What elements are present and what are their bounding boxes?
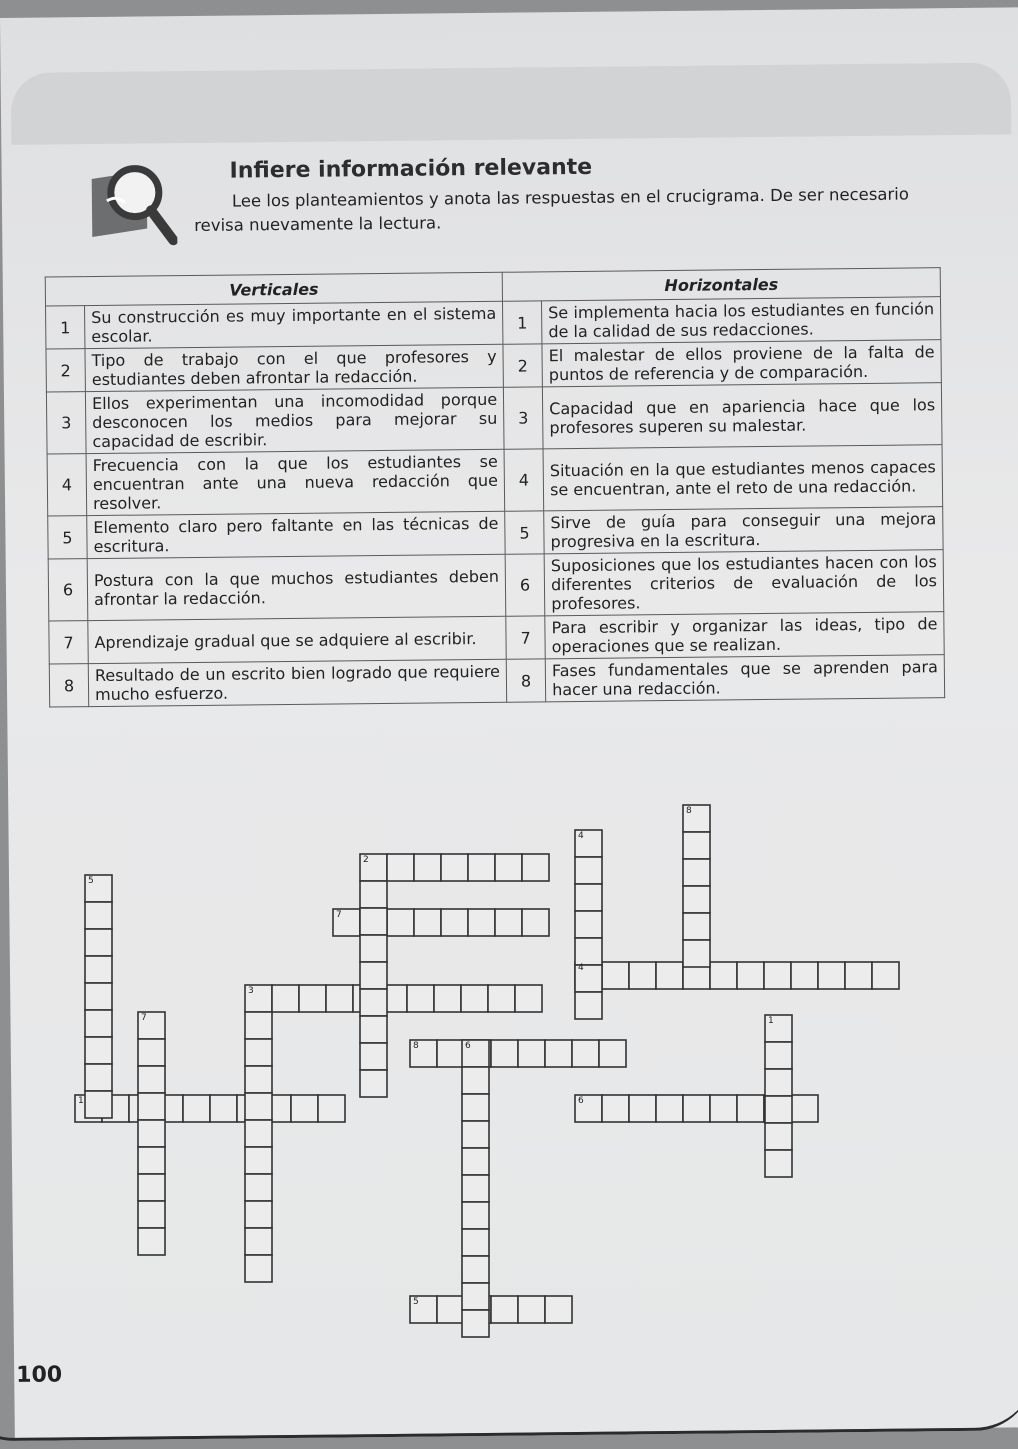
crossword-cell[interactable] [462,1067,489,1094]
crossword-cell[interactable] [245,1201,272,1228]
crossword-cell[interactable] [462,1148,489,1175]
crossword-cell[interactable] [468,854,495,881]
crossword-cell[interactable] [437,1040,464,1067]
crossword-label: 6 [578,1096,584,1106]
crossword-cell[interactable] [85,929,112,956]
vertical-clue-number: 6 [48,559,88,621]
crossword-cell[interactable] [318,1095,345,1122]
page-number: 100 [16,1362,63,1388]
crossword-cell[interactable] [629,962,656,989]
crossword-cell[interactable] [872,962,899,989]
crossword-cell[interactable] [845,962,872,989]
crossword-label: 8 [686,806,692,816]
vertical-clue-text: Tipo de trabajo con el que profesores y estudiantes deben afrontar la redacción. [85,344,504,391]
crossword-cell[interactable] [737,962,764,989]
crossword-cell[interactable] [441,909,468,936]
crossword-cell[interactable] [462,1256,489,1283]
vertical-clue-number: 8 [49,664,88,707]
horizontal-clue-number: 5 [505,511,544,554]
crossword-cell[interactable] [575,992,602,1019]
crossword-cell[interactable] [495,854,522,881]
crossword-cell[interactable] [387,909,414,936]
crossword-cell[interactable] [138,1201,165,1228]
horizontal-clue-number: 8 [506,659,545,702]
crossword-cell[interactable] [245,1228,272,1255]
crossword-cell[interactable] [138,1066,165,1093]
horizontal-clue-number: 6 [505,554,545,616]
crossword-label: 6 [465,1041,471,1051]
horizontal-clue-text: Para escribir y organizar las ideas, tipo de operaciones que se realizan. [545,612,944,659]
crossword-label: 3 [248,986,254,996]
crossword-label: 7 [141,1013,147,1023]
crossword-cell[interactable] [462,1229,489,1256]
crossword-cell[interactable] [710,1095,737,1122]
horizontal-clue-text: Capacidad que en apariencia hace que los profesores superen su malestar. [542,383,942,449]
crossword-label: 7 [336,910,342,920]
instructions: Lee los planteamientos y anota las respuestas en el crucigrama. De ser necesario revisa nuevamente la lectura. [194,184,910,235]
crossword-cell[interactable] [683,1095,710,1122]
crossword-cell[interactable] [85,983,112,1010]
crossword-cell[interactable] [85,956,112,983]
crossword-cell[interactable] [210,1095,237,1122]
horizontal-clue-text: Sirve de guía para conseguir una mejora progresiva en la escritura. [544,507,943,554]
crossword-cell[interactable] [818,962,845,989]
crossword-cell[interactable] [602,962,629,989]
crossword-cell[interactable] [414,909,441,936]
crossword-cell[interactable] [764,962,791,989]
crossword-cell[interactable] [491,1040,518,1067]
crossword-cell[interactable] [488,985,515,1012]
crossword-cell[interactable] [683,940,710,967]
vertical-clue-number: 3 [46,392,86,454]
crossword-label: 1 [78,1096,84,1106]
crossword-cell[interactable] [545,1040,572,1067]
crossword-cell[interactable] [245,1147,272,1174]
crossword-cell[interactable] [85,1064,112,1091]
crossword-cell[interactable] [360,1043,387,1070]
vertical-clue-number: 2 [46,349,85,392]
crossword-cell[interactable] [599,1040,626,1067]
vertical-clue-number: 4 [47,454,87,516]
crossword-cell[interactable] [434,985,461,1012]
crossword-cell[interactable] [518,1296,545,1323]
crossword-cell[interactable] [518,1040,545,1067]
crossword-cell[interactable] [245,1066,272,1093]
section-title: Infiere información relevante [229,154,593,184]
crossword-label: 5 [88,876,94,886]
crossword-cell[interactable] [515,985,542,1012]
crossword-cell[interactable] [462,1310,489,1337]
crossword-cell[interactable] [360,935,387,962]
crossword-cell[interactable] [575,938,602,965]
crossword-cell[interactable] [85,1037,112,1064]
crossword-cell[interactable] [360,881,387,908]
crossword-cell[interactable] [387,854,414,881]
crossword-cell[interactable] [326,985,353,1012]
crossword-label: 4 [578,831,584,841]
crossword-cell[interactable] [468,909,495,936]
crossword-label: 4 [578,963,584,973]
crossword-cell[interactable] [683,886,710,913]
crossword-cell[interactable] [656,1095,683,1122]
crossword-cell[interactable] [299,985,326,1012]
crossword-cell[interactable] [765,1069,792,1096]
crossword-cell[interactable] [183,1095,210,1122]
crossword-cell[interactable] [575,884,602,911]
crossword-cell[interactable] [360,1070,387,1097]
crossword-cell[interactable] [491,1296,518,1323]
vertical-clue-text: Resultado de un escrito bien logrado que requiere mucho esfuerzo. [88,659,507,706]
crossword-cell[interactable] [414,854,441,881]
crossword-cell[interactable] [572,1040,599,1067]
crossword-label: 2 [363,855,369,865]
crossword-cell[interactable] [291,1095,318,1122]
crossword-cell[interactable] [272,985,299,1012]
vertical-clue-text: Frecuencia con la que los estudiantes se encuentran ante una nueva redacción que resolver. [86,449,505,515]
crossword-cell[interactable] [138,1093,165,1120]
crossword-cell[interactable] [138,1039,165,1066]
crossword-cell[interactable] [462,1202,489,1229]
vertical-clue-number: 1 [46,306,85,349]
crossword-cell[interactable] [138,1147,165,1174]
crossword-cell[interactable] [765,1150,792,1177]
crossword-cell[interactable] [683,859,710,886]
crossword-label: 5 [413,1297,419,1307]
vertical-header: Verticales [45,272,502,306]
horizontal-clue-number: 7 [506,616,545,659]
crossword-cell[interactable] [629,1095,656,1122]
horizontal-clue-number: 3 [503,387,543,449]
crossword-cell[interactable] [791,1095,818,1122]
crossword-cell[interactable] [245,1012,272,1039]
horizontal-clue-text: Suposiciones que los estudiantes hacen con los diferentes criterios de evaluación de los profesores. [544,550,944,616]
horizontal-clue-number: 1 [503,301,542,344]
crossword-cell[interactable] [85,1010,112,1037]
crossword-cell[interactable] [522,909,549,936]
crossword-cell[interactable] [407,985,434,1012]
crossword-cell[interactable] [245,1093,272,1120]
crossword-cell[interactable] [495,909,522,936]
crossword-label: 8 [413,1041,419,1051]
horizontal-clue-number: 2 [503,344,542,387]
crossword-cell[interactable] [360,989,387,1016]
crossword-label: 1 [768,1016,774,1026]
crossword-cell[interactable] [441,854,468,881]
crossword-cell[interactable] [522,854,549,881]
crossword-cell[interactable] [575,857,602,884]
horizontal-header: Horizontales [502,268,940,302]
vertical-clue-number: 7 [49,621,88,664]
horizontal-clue-text: Fases fundamentales que se aprenden para hacer una redacción. [545,655,944,702]
crossword-cell[interactable] [462,1175,489,1202]
crossword-cell[interactable] [462,1094,489,1121]
crossword-cell[interactable] [360,908,387,935]
crossword-cell[interactable] [85,1091,112,1118]
crossword-cell[interactable] [437,1296,464,1323]
crossword-cell[interactable] [85,902,112,929]
crossword-cell[interactable] [737,1095,764,1122]
horizontal-clue-number: 4 [504,449,544,511]
crossword-cell[interactable] [245,1174,272,1201]
crossword-cell[interactable] [765,1096,792,1123]
crossword-cell[interactable] [656,962,683,989]
crossword-cell[interactable] [360,1016,387,1043]
vertical-clue-text: Su construcción es muy importante en el sistema escolar. [85,301,504,348]
crossword-cell[interactable] [462,1283,489,1310]
crossword-cell[interactable] [545,1296,572,1323]
vertical-clue-number: 5 [48,516,87,559]
crossword-cell[interactable] [765,1123,792,1150]
vertical-clue-text: Aprendizaje gradual que se adquiere al escribir. [88,616,507,663]
crossword-cell[interactable] [138,1174,165,1201]
crossword-cell[interactable] [765,1042,792,1069]
horizontal-clue-text: El malestar de ellos proviene de la falta de puntos de referencia y de comparación. [542,340,941,387]
crossword-cell[interactable] [245,1120,272,1147]
crossword-cell[interactable] [575,911,602,938]
crossword-cell[interactable] [138,1120,165,1147]
horizontal-clue-text: Se implementa hacia los estudiantes en función de la calidad de sus redacciones. [542,297,941,344]
crossword-cell[interactable] [138,1228,165,1255]
crossword-cell[interactable] [683,913,710,940]
crossword-cell[interactable] [683,832,710,859]
vertical-clue-text: Postura con la que muchos estudiantes deben afrontar la redacción. [87,554,506,620]
crossword-cell[interactable] [461,985,488,1012]
horizontal-clue-text: Situación en la que estudiantes menos capaces se encuentran, ante el reto de una redacción. [543,445,943,511]
vertical-clue-text: Elemento claro pero faltante en las técnicas de escritura. [87,511,506,558]
crossword-cell[interactable] [602,1095,629,1122]
vertical-clue-text: Ellos experimentan una incomodidad porque desconocen los medios para mejorar su capacidad de escribir. [85,387,504,453]
crossword-cell[interactable] [791,962,818,989]
crossword-cell[interactable] [462,1121,489,1148]
crossword-cell[interactable] [245,1039,272,1066]
crossword-cell[interactable] [245,1255,272,1282]
crossword-cell[interactable] [360,962,387,989]
crossword-cell[interactable] [710,962,737,989]
